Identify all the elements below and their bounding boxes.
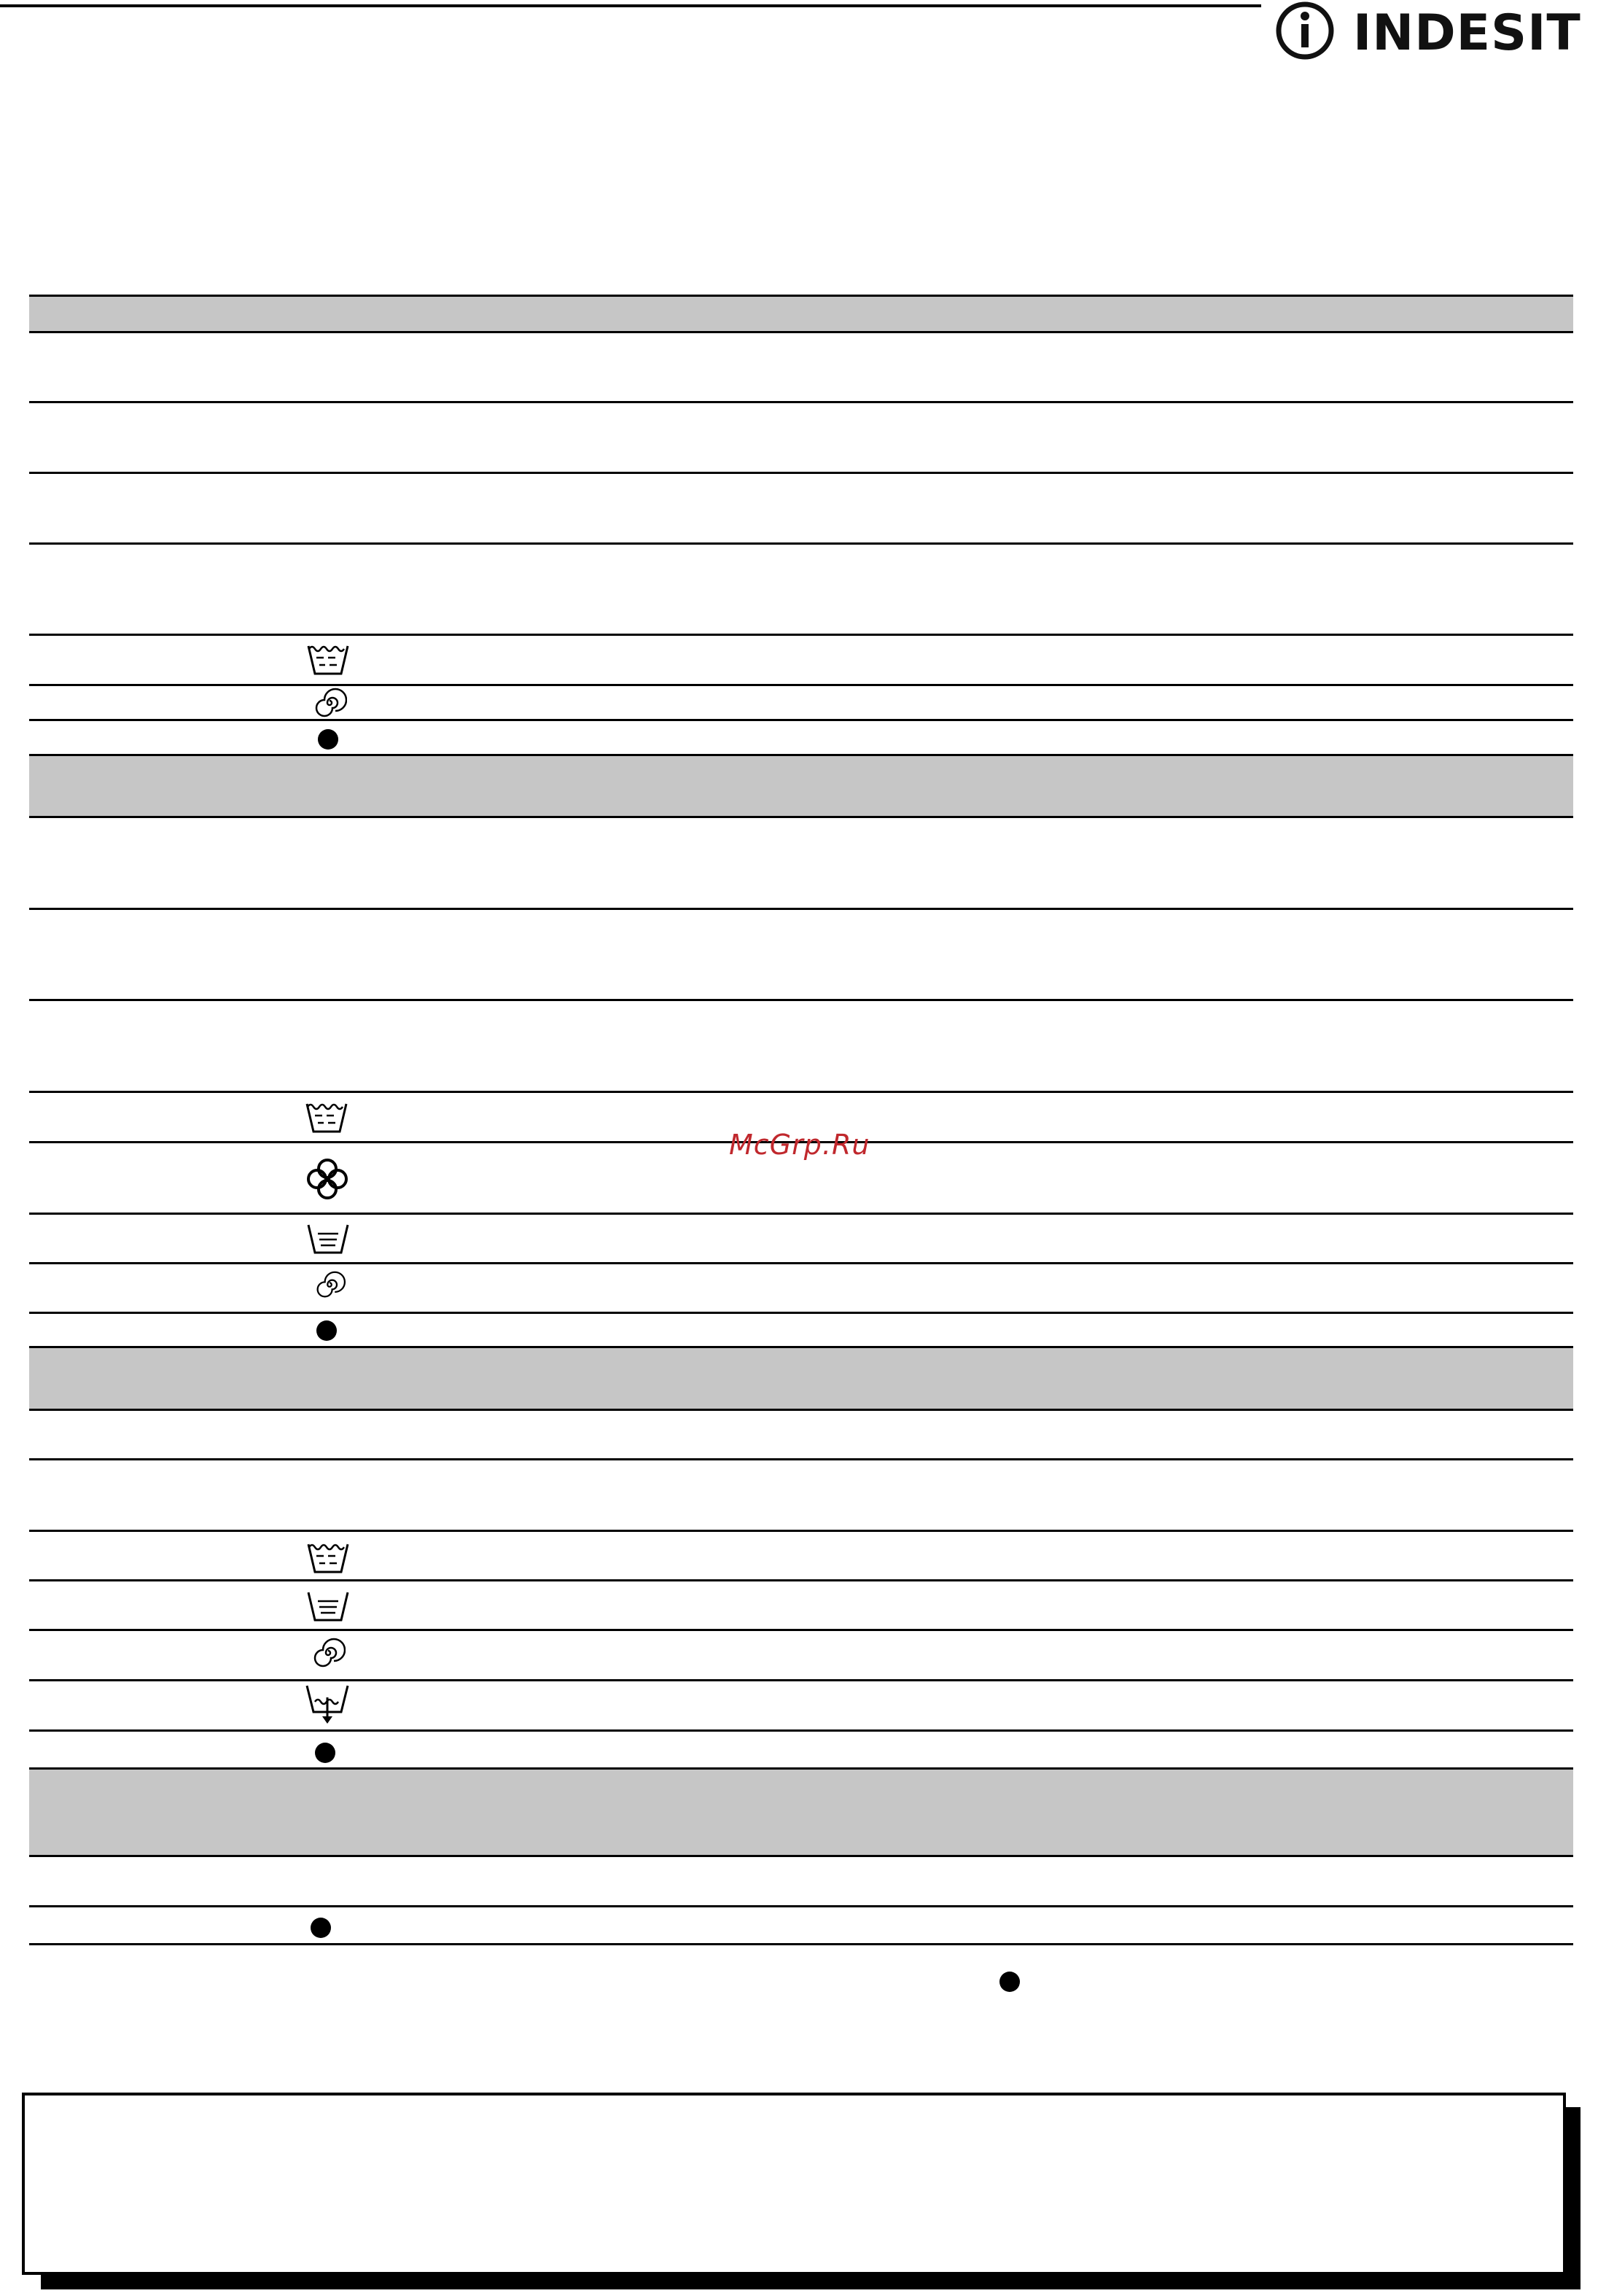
wash-tub-icon xyxy=(306,1540,350,1575)
watermark: McGrp.Ru xyxy=(729,1129,870,1161)
end-dot-icon xyxy=(316,1320,337,1341)
table-rule xyxy=(29,1213,1573,1215)
table-rule xyxy=(29,401,1573,403)
table-rule xyxy=(29,1409,1573,1411)
table-rule xyxy=(29,295,1573,297)
table-rule xyxy=(29,1905,1573,1907)
programme-table xyxy=(29,0,1573,1954)
table-rule xyxy=(29,331,1573,333)
table-rule xyxy=(29,542,1573,545)
table-rule xyxy=(29,1312,1573,1314)
table-rule xyxy=(29,999,1573,1001)
spin-icon xyxy=(311,1637,346,1669)
wash-tub-icon xyxy=(306,642,350,677)
end-dot-icon xyxy=(318,729,338,750)
table-rule xyxy=(29,1530,1573,1532)
table-rule xyxy=(29,1629,1573,1631)
table-rule xyxy=(29,1729,1573,1732)
table-rule xyxy=(29,472,1573,474)
table-rule xyxy=(29,684,1573,686)
table-rule xyxy=(29,816,1573,818)
footnote-dot-icon xyxy=(999,1972,1020,1992)
wash-tub-icon xyxy=(305,1100,348,1135)
section-header-band xyxy=(29,1348,1573,1409)
spin-icon xyxy=(313,1270,346,1299)
end-dot-icon xyxy=(311,1918,331,1938)
rinse-icon xyxy=(306,1588,350,1623)
table-rule xyxy=(29,1091,1573,1093)
table-rule xyxy=(29,1262,1573,1264)
table-rule xyxy=(29,1579,1573,1581)
section-header-band xyxy=(29,295,1573,331)
table-rule xyxy=(29,634,1573,636)
table-rule xyxy=(29,1855,1573,1857)
table-rule xyxy=(29,1458,1573,1460)
section-header-band xyxy=(29,756,1573,816)
drain-icon xyxy=(305,1683,350,1727)
end-dot-icon xyxy=(315,1743,335,1763)
softener-flower-icon xyxy=(305,1156,350,1202)
table-rule xyxy=(29,1943,1573,1945)
table-rule xyxy=(29,719,1573,721)
rinse-icon xyxy=(306,1221,350,1256)
table-rule xyxy=(29,1679,1573,1681)
section-header-band xyxy=(29,1770,1573,1855)
note-box xyxy=(22,2093,1566,2275)
table-rule xyxy=(29,908,1573,910)
brand-name: INDESIT xyxy=(1353,4,1581,62)
spin-icon xyxy=(312,687,347,719)
